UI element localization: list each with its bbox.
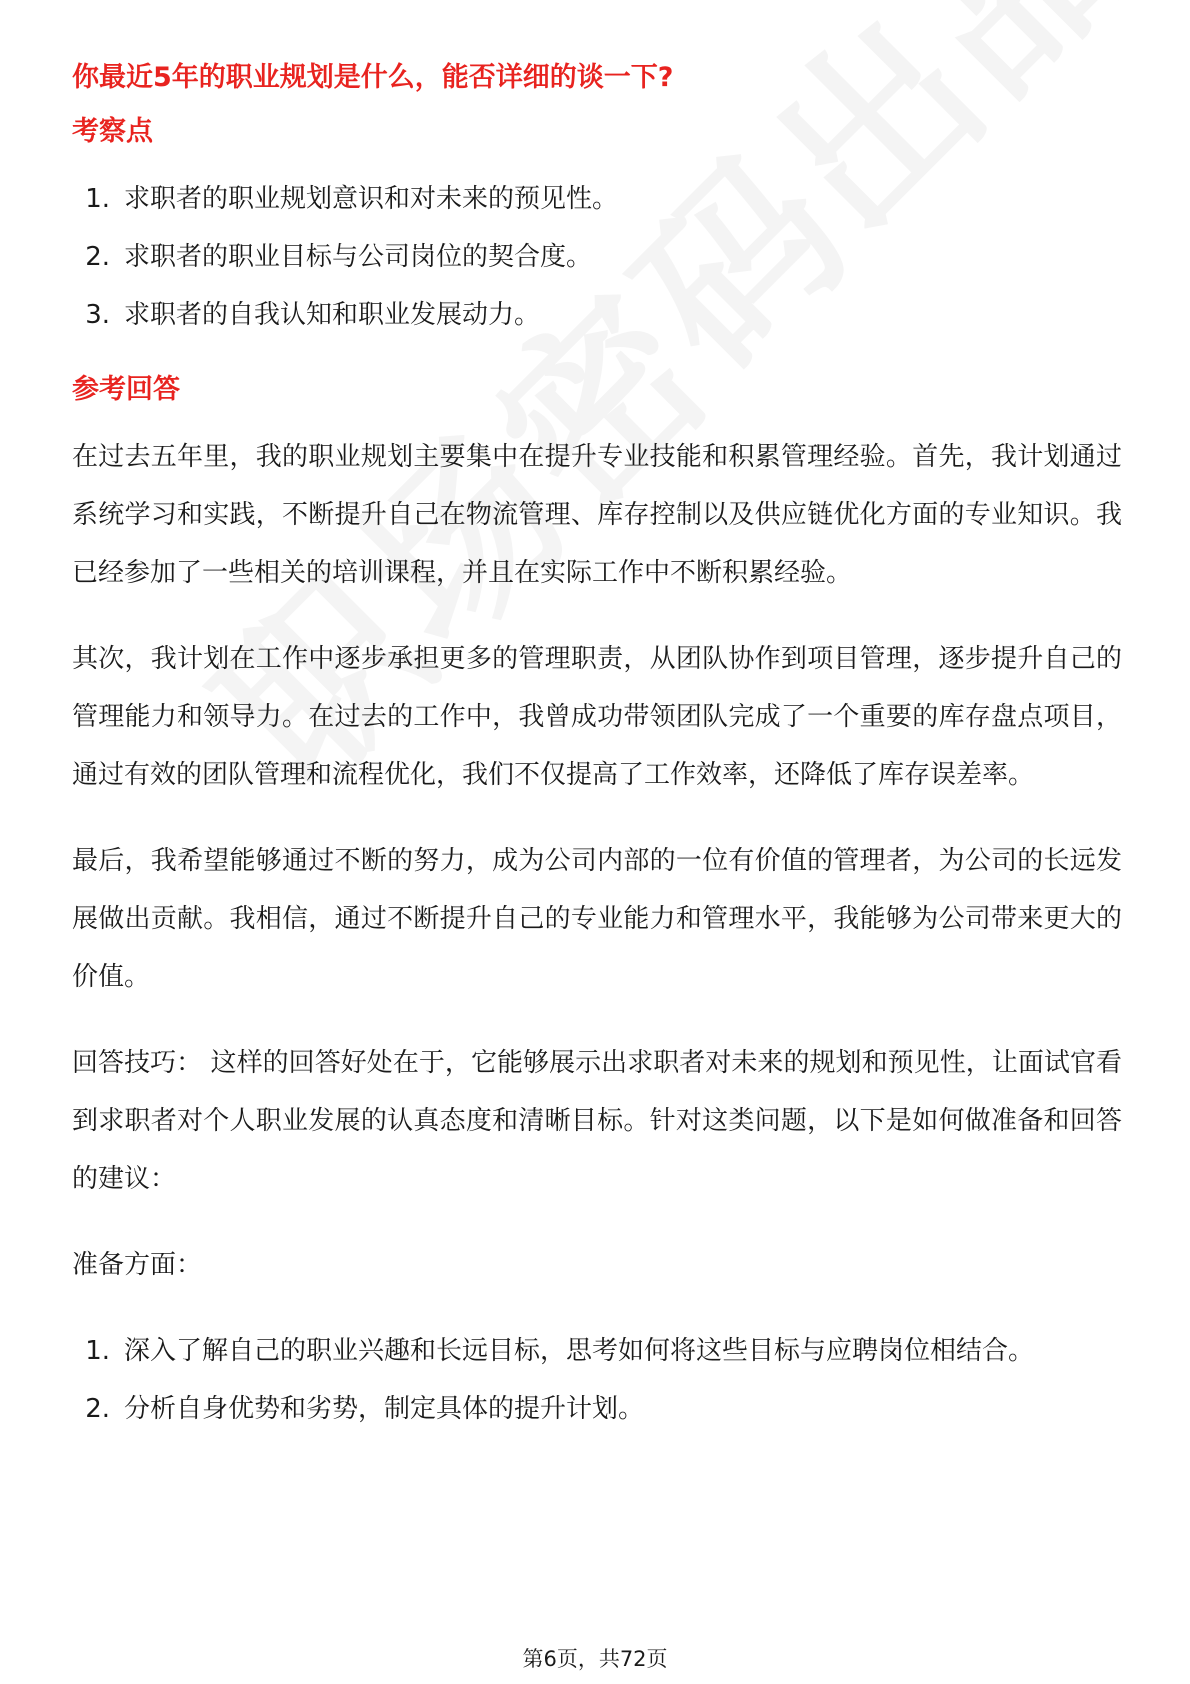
list-item-text: 求职者的自我认知和职业发展动力。: [124, 300, 541, 330]
list-item: [72, 1380, 1122, 1438]
list-item-text: 求职者的职业目标与公司岗位的契合度。: [124, 242, 593, 272]
tips-paragraph: 回答技巧： 这样的回答好处在于，它能够展示出求职者对未来的规划和预见性，让面试官看到求职者对个人职业发展的认真态度和清晰目标。针对这类问题，以下是如何做准备和回答的建议：: [72, 1048, 1122, 1194]
answer-paragraph: 在过去五年里，我的职业规划主要集中在提升专业技能和积累管理经验。首先，我计划通过系统学习和实践，不断提升自己在物流管理、库存控制以及供应链优化方面的专业知识。我已经参加了一些相关的培训课程，并且在实际工作中不断积累经验。: [72, 442, 1122, 588]
page-footer: 第6页，共72页: [522, 1647, 668, 1671]
list-item-number: 2.: [85, 1394, 110, 1424]
list-item: [72, 1322, 1122, 1380]
prep-label: 准备方面：: [72, 1250, 203, 1280]
list-item: [72, 170, 1122, 228]
list-item-number: 2.: [85, 242, 110, 272]
list-item-number: 1.: [85, 1336, 110, 1366]
answer-paragraph: 最后，我希望能够通过不断的努力，成为公司内部的一位有价值的管理者，为公司的长远发展做出贡献。我相信，通过不断提升自己的专业能力和管理水平，我能够为公司带来更大的价值。: [72, 846, 1122, 992]
examine-list: [72, 170, 1122, 344]
list-item-number: 3.: [85, 300, 110, 330]
list-item-text: 求职者的职业规划意识和对未来的预见性。: [124, 184, 619, 214]
list-item-text: 深入了解自己的职业兴趣和长远目标，思考如何将这些目标与应聘岗位相结合。: [124, 1336, 1035, 1366]
list-item: [72, 228, 1122, 286]
list-item: [72, 286, 1122, 344]
prep-list: [72, 1322, 1122, 1438]
page-content: [72, 60, 1122, 1466]
answer-heading: 参考回答: [72, 374, 180, 405]
list-item-number: 1.: [85, 184, 110, 214]
answer-paragraph: 其次，我计划在工作中逐步承担更多的管理职责，从团队协作到项目管理，逐步提升自己的管理能力和领导力。在过去的工作中，我曾成功带领团队完成了一个重要的库存盘点项目，通过有效的团队管理和流程优化，我们不仅提高了工作效率，还降低了库存误差率。: [72, 644, 1122, 790]
question-title: 你最近5年的职业规划是什么，能否详细的谈一下?: [72, 62, 674, 93]
examine-heading: 考察点: [72, 116, 153, 147]
list-item-text: 分析自身优势和劣势，制定具体的提升计划。: [124, 1394, 645, 1424]
